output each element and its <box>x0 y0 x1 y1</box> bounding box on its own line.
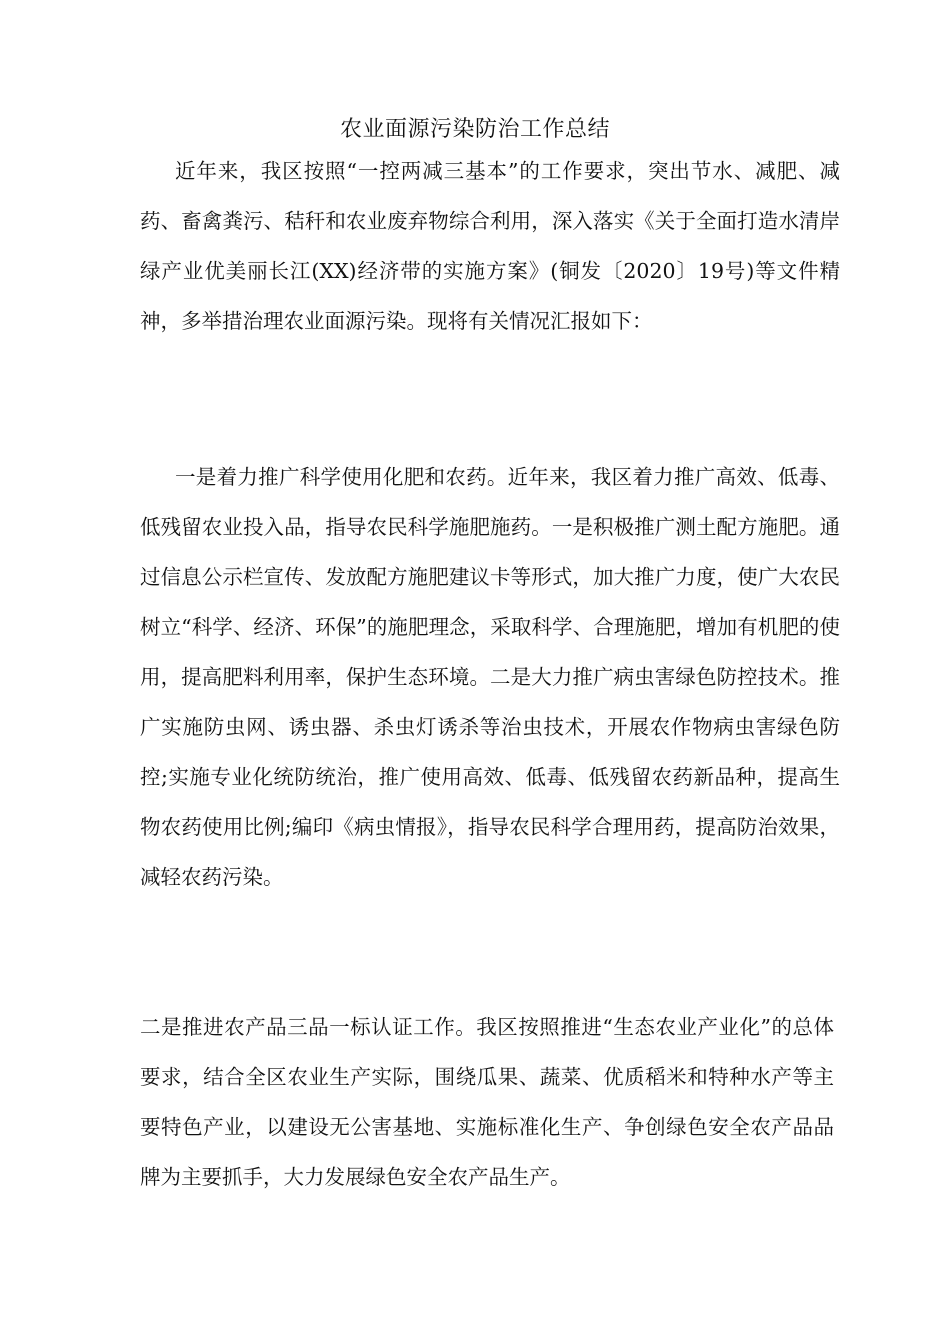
section-2-paragraph: 二是推进农产品三品一标认证工作。我区按照推进“生态农业产业化”的总体要求，结合全区农业生产实际，围绕瓜果、蔬菜、优质稻米和特种水产等主要特色产业，以建设无公害基地、实施标准化生产、争创绿色安全农产品品牌为主要抓手，大力发展绿色安全农产品生产。 <box>140 1015 834 1189</box>
intro-paragraph: 近年来，我区按照“一控两减三基本”的工作要求，突出节水、减肥、减药、畜禽粪污、秸秆和农业废弃物综合利用，深入落实《关于全面打造水清岸绿产业优美丽长江(XX)经济带的实施方案》(铜发〔2020〕19号)等文件精神，多举措治理农业面源污染。现将有关情况汇报如下： <box>140 159 840 333</box>
document-title: 农业面源污染防治工作总结 <box>339 117 610 142</box>
section-1-paragraph: 一是着力推广科学使用化肥和农药。近年来，我区着力推广高效、低毒、低残留农业投入品，指导农民科学施肥施药。一是积极推广测土配方施肥。通过信息公示栏宣传、发放配方施肥建议卡等形式，加大推广力度，使广大农民树立“科学、经济、环保”的施肥理念，采取科学、合理施肥，增加有机肥的使用，提高肥料利用率，保护生态环境。二是大力推广病虫害绿色防控技术。推广实施防虫网、诱虫器、杀虫灯诱杀等治虫技术，开展农作物病虫害绿色防控;实施专业化统防统治，推广使用高效、低毒、低残留农药新品种，提高生物农药使用比例;编印《病虫情报》，指导农民科学合理用药，提高防治效果，减轻农药污染。 <box>140 465 840 889</box>
